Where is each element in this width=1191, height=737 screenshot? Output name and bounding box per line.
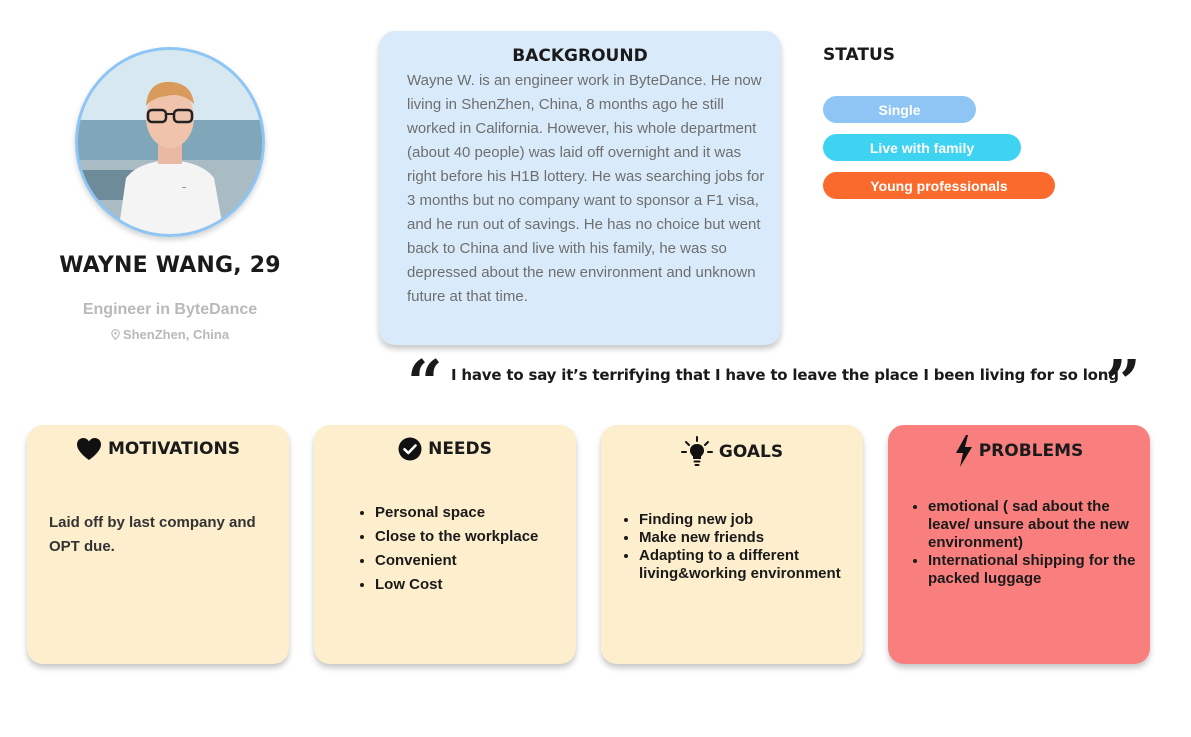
motivations-text: Laid off by last company and OPT due. — [49, 514, 256, 555]
motivations-card — [27, 425, 289, 664]
problems-title: PROBLEMS — [978, 441, 1084, 461]
goals-card — [601, 425, 863, 664]
needs-item: • Low Cost — [375, 573, 538, 597]
person-name: WAYNE WANG, 29 — [59, 253, 281, 278]
goals-list — [620, 511, 849, 583]
person-role: Engineer in ByteDance — [82, 301, 258, 318]
status-tag-single: Single — [823, 96, 976, 123]
needs-item: • Close to the workplace — [375, 525, 538, 549]
needs-item: • Convenient — [375, 549, 538, 573]
background-title: BACKGROUND — [512, 46, 648, 66]
problems-card — [888, 425, 1150, 664]
motivations-header — [27, 437, 289, 461]
svg-text:~: ~ — [182, 184, 187, 192]
person-portrait-image — [78, 50, 262, 234]
problems-item: • emotional ( sad about the leave/ unsure about the new environment) — [928, 498, 1143, 552]
goals-title: GOALS — [718, 442, 784, 462]
goals-item: • Make new friends — [639, 529, 849, 547]
background-card — [379, 31, 781, 345]
heart-icon — [76, 437, 102, 461]
location-text: ShenZhen, China — [122, 327, 230, 342]
problems-item: • International shipping for the packed luggage — [928, 552, 1143, 588]
needs-title: NEEDS — [428, 439, 492, 459]
status-title: STATUS — [823, 45, 896, 65]
motivations-title: MOTIVATIONS — [108, 439, 240, 459]
needs-card — [314, 425, 576, 664]
profile-photo — [75, 47, 265, 237]
goals-item: • Adapting to a different living&working environment — [639, 547, 849, 583]
quote-text: I have to say it’s terrifying that I have to leave the place I been living for so long — [451, 366, 1119, 384]
background-text: Wayne W. is an engineer work in ByteDance. He now living in ShenZhen, China, 8 months ago he still worked in California. However, his whole department (about 40 people) was laid off overnight and it was right before his H1B lottery. He was searching jobs for 3 months but no company want to sponsor a F1 visa, and he run out of savings. He has no choice but went back to China and live with his family, he was so depressed about the new environment and unknown future at that time. — [407, 72, 765, 305]
location-pin-icon — [111, 329, 120, 340]
check-circle-icon — [398, 437, 422, 461]
problems-header — [888, 435, 1150, 467]
needs-item: • Personal space — [375, 501, 538, 525]
lightning-icon — [955, 435, 973, 467]
open-quote-mark: “ — [407, 346, 443, 419]
goals-header — [601, 436, 863, 468]
status-tag-young-professionals: Young professionals — [823, 172, 1055, 199]
close-quote-mark: ” — [1105, 346, 1141, 419]
problems-list — [909, 498, 1143, 588]
goals-item: • Finding new job — [639, 511, 849, 529]
person-location — [30, 327, 310, 342]
needs-header — [314, 437, 576, 461]
needs-list — [356, 501, 538, 597]
status-tag-live-with-family: Live with family — [823, 134, 1021, 161]
lightbulb-icon — [681, 436, 713, 468]
